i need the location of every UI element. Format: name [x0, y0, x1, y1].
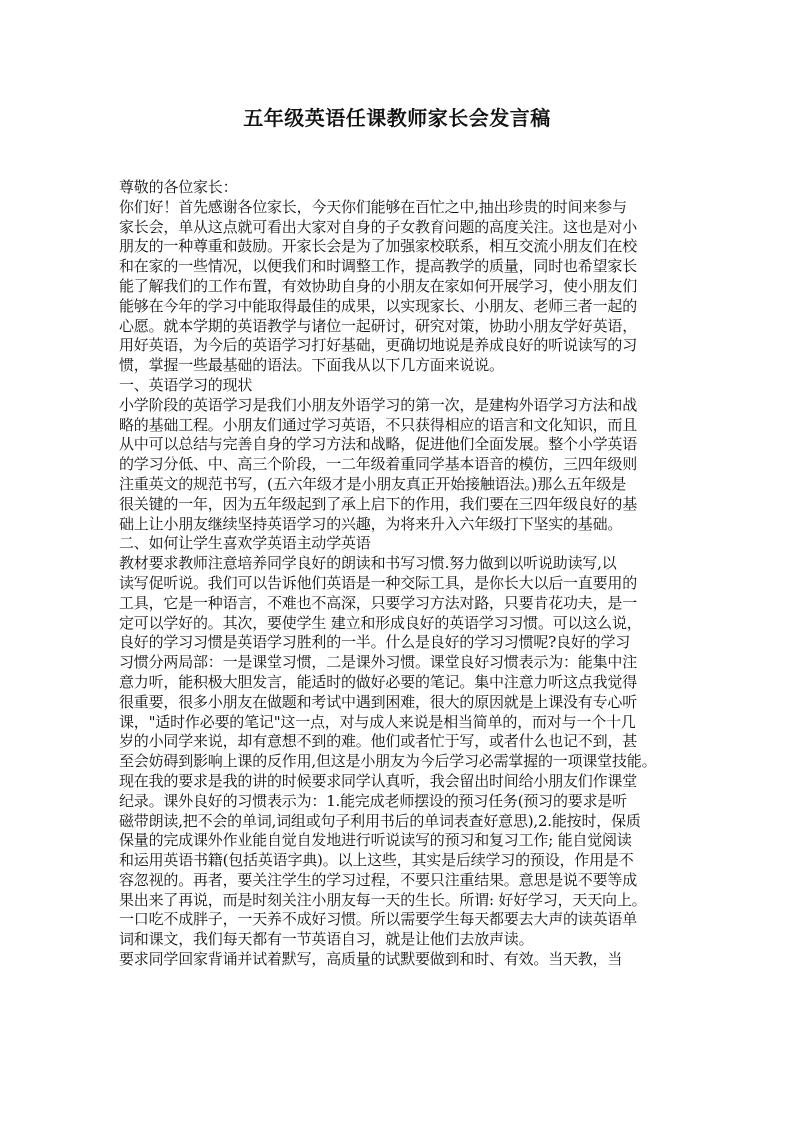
body-text-line: 工具，它是一种语言，不难也不高深，只要学习方法对路，只要肯花功夫，是一: [119, 593, 638, 612]
body-text-line: 和运用英语书籍(包括英语字典)。以上这些，其实是后续学习的预设，作用是不: [119, 851, 634, 870]
body-text-line: 至会妨碍到影响上课的反作用,但这是小朋友为今后学习必需掌握的一项课堂技能。: [119, 752, 657, 771]
body-text-line: 习惯分两局部：一是课堂习惯，二是课外习惯。课堂良好习惯表示为：能集中注: [119, 653, 638, 672]
body-text-line: 要求同学回家背诵并试着默写，高质量的试默要做到和时、有效。当天教，当: [119, 950, 623, 969]
body-text-line: 保量的完成课外作业能自觉自发地进行听说读写的预习和复习工作; 能自觉阅读: [119, 831, 632, 850]
body-text-line: 词和课文，我们每天都有一节英语自习，就是让他们去放声读。: [119, 930, 534, 949]
body-text-line: 教材要求教师注意培养同学良好的朗读和书写习惯.努力做到以听说助读写,以: [119, 554, 617, 573]
body-text-line: 读写促听说。我们可以告诉他们英语是一种交际工具，是你长大以后一直要用的: [119, 573, 638, 592]
body-text-line: 的学习分低、中、高三个阶段，一二年级着重同学基本语音的模仿，三四年级则: [119, 455, 638, 474]
body-text-line: 心愿。就本学期的英语教学与诸位一起研讨，研究对策，协助小朋友学好英语，: [119, 316, 638, 335]
body-text-line: 很重要，很多小朋友在做题和考试中遇到困难，很大的原因就是上课没有专心听: [119, 692, 638, 711]
body-text-line: 能了解我们的工作布置，有效协助自身的小朋友在家如何开展学习，使小朋友们: [119, 276, 638, 295]
body-text-line: 良好的学习习惯是英语学习胜利的一半。什么是良好的学习习惯呢?良好的学习: [119, 633, 631, 652]
body-text-line: 容忽视的。再者，要关注学生的学习过程，不要只注重结果。意思是说不要等成: [119, 870, 638, 889]
body-text-line: 小学阶段的英语学习是我们小朋友外语学习的第一次，是建构外语学习方法和战: [119, 395, 638, 414]
body-text-line: 略的基础工程。小朋友们通过学习英语，不只获得相应的语言和文化知识，而且: [119, 415, 638, 434]
body-text-line: 很关键的一年，因为五年级起到了承上启下的作用，我们要在三四年级良好的基: [119, 494, 638, 513]
body-text-line: 注重英文的规范书写，(五六年级才是小朋友真正开始接触语法。)那么五年级是: [119, 474, 627, 493]
body-text-line: 你们好！首先感谢各位家长，今天你们能够在百忙之中,抽出珍贵的时间来参与: [119, 197, 627, 216]
body-text-line: 一、英语学习的现状: [119, 375, 253, 394]
body-text-line: 果出来了再说，而是时刻关注小朋友每一天的生长。所谓: 好好学习，天天向上。: [119, 890, 647, 909]
body-text-line: 纪录。课外良好的习惯表示为：1.能完成老师摆设的预习任务(预习的要求是听: [119, 791, 627, 810]
body-text-line: 能够在今年的学习中能取得最佳的成果，以实现家长、小朋友、老师三者一起的: [119, 296, 638, 315]
body-text-line: 础上让小朋友继续坚持英语学习的兴趣，为将来升入六年级打下坚实的基础。: [119, 514, 623, 533]
body-text-line: 惯，掌握一些最基础的语法。下面我从以下几方面来说说。: [119, 356, 504, 375]
body-text-line: 从中可以总结与完善自身的学习方法和战略，促进他们全面发展。整个小学英语: [119, 435, 638, 454]
document-body: [119, 178, 675, 970]
body-text-line: 家长会，单从这点就可看出大家对自身的子女教育问题的高度关注。这也是对小: [119, 217, 638, 236]
body-text-line: 现在我的要求是我的讲的时候要求同学认真听，我会留出时间给小朋友们作课堂: [119, 771, 638, 790]
body-text-line: 朋友的一种尊重和鼓励。开家长会是为了加强家校联系，相互交流小朋友们在校: [119, 237, 638, 256]
body-text-line: 一口吃不成胖子，一天养不成好习惯。所以需要学生每天都要去大声的读英语单: [119, 910, 638, 929]
body-text-line: 尊敬的各位家长：: [119, 178, 238, 196]
body-text-line: 课，"适时作必要的笔记"这一点，对与成人来说是相当简单的，而对与一个十几: [119, 712, 636, 731]
document-title: 五年级英语任课教师家长会发言稿: [243, 106, 551, 130]
body-text-line: 定可以学好的。其次，要使学生 建立和形成良好的英语学习习惯。可以这么说，: [119, 613, 642, 632]
body-text-line: 岁的小同学来说，却有意想不到的难。他们或者忙于写，或者什么也记不到，甚: [119, 732, 638, 751]
body-text-line: 用好英语，为今后的英语学习打好基础，更确切地说是养成良好的听说读写的习: [119, 336, 638, 355]
body-text-line: 意力听，能积极大胆发言，能适时的做好必要的笔记。集中注意力听这点我觉得: [119, 672, 638, 691]
body-text-line: 磁带朗读,把不会的单词,词组或句子利用书后的单词表查好意思),2.能按时，保质: [119, 811, 641, 830]
body-text-line: 二、如何让学生喜欢学英语主动学英语: [119, 534, 371, 553]
body-text-line: 和在家的一些情况，以便我们和时调整工作，提高教学的质量，同时也希望家长: [119, 257, 638, 276]
